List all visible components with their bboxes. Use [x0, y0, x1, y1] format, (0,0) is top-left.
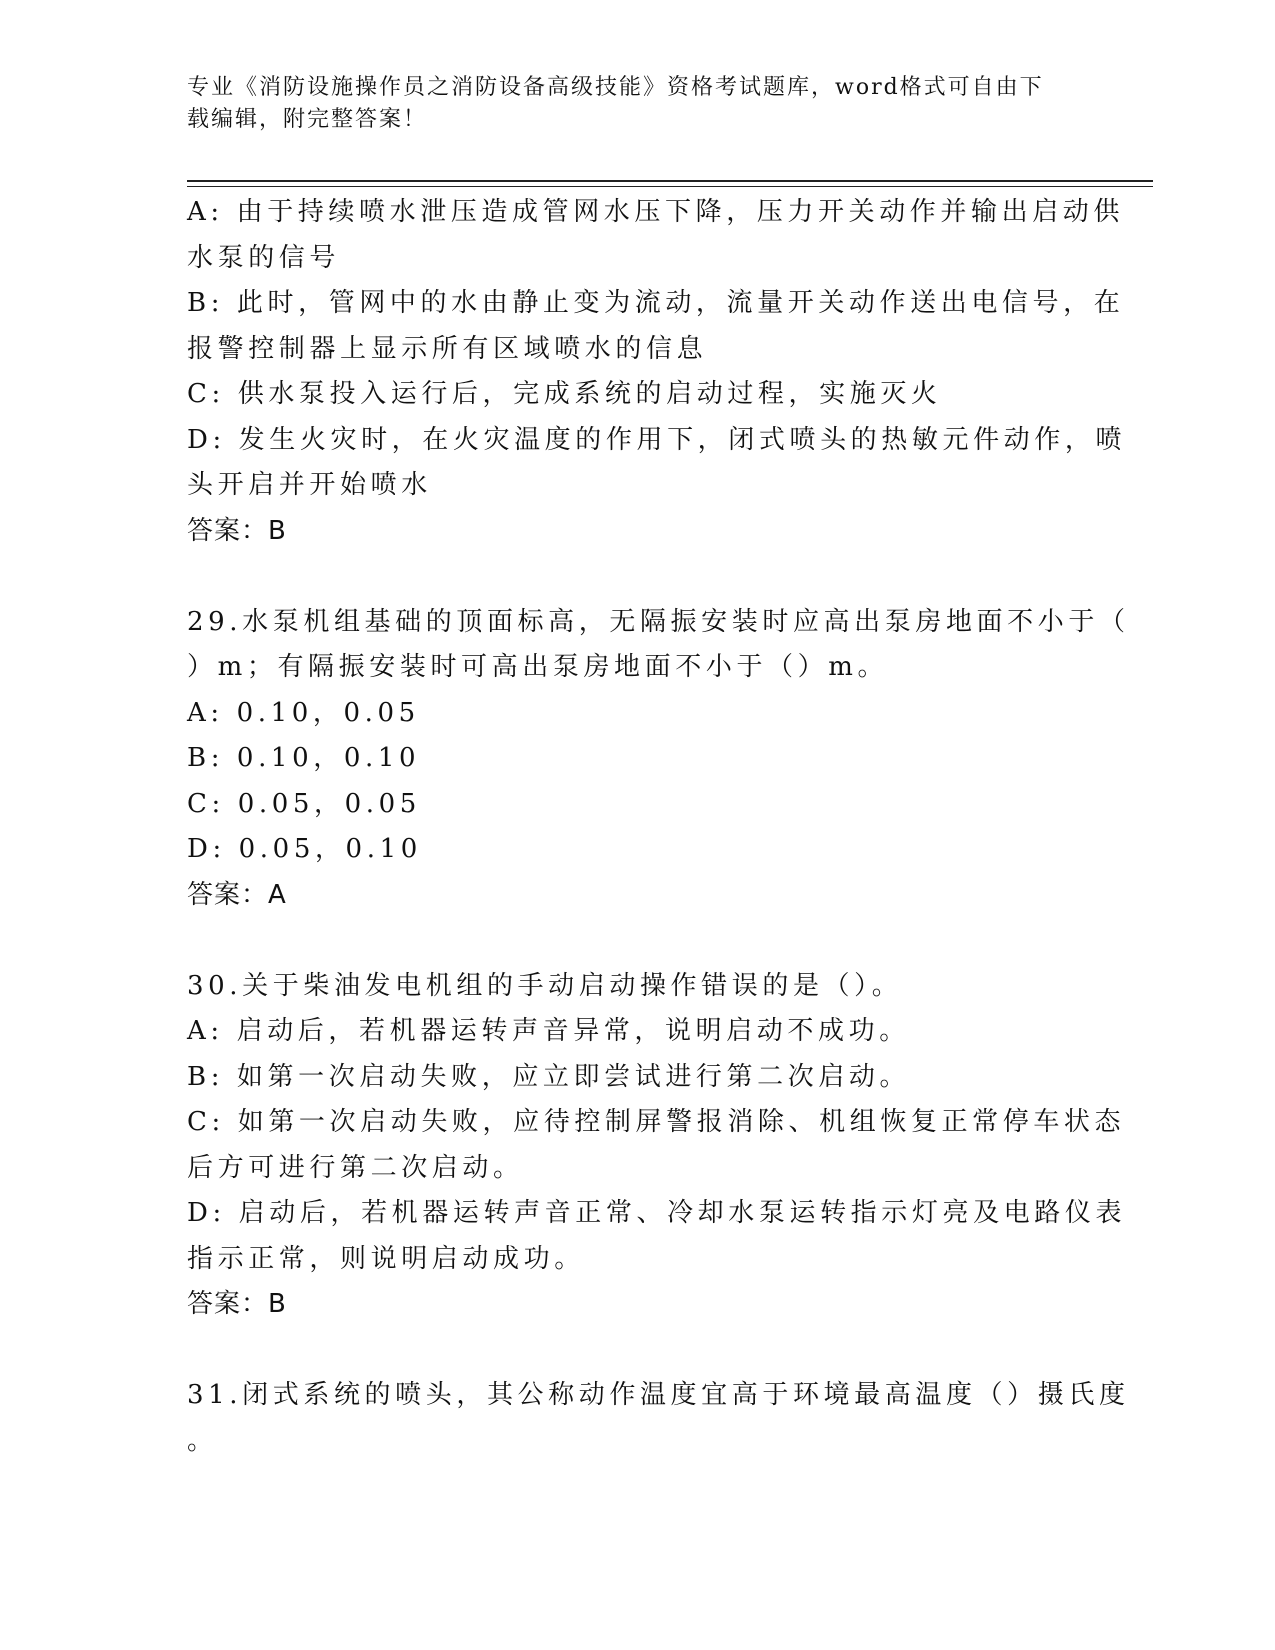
- question-content: [187, 190, 1130, 1464]
- option-c-line: C: 供水泵投入运行后，完成系统的启动过程，实施灭火: [187, 379, 942, 409]
- option-c-line: C: 如第一次启动失败，应待控制屏警报消除、机组恢复正常停车状态: [187, 1107, 1126, 1137]
- question-block-30: [187, 964, 1127, 1328]
- option-a-line: 水泵的信号: [187, 242, 341, 273]
- document-header: [187, 72, 1067, 136]
- option-d-line: D: 发生火灾时，在火灾温度的作用下，闭式喷头的热敏元件动作，喷: [187, 424, 1127, 455]
- question-stem: ）m；有隔振安装时可高出泵房地面不小于（）m。: [187, 652, 889, 682]
- question-block-31: [187, 1373, 1130, 1464]
- option-d-line: 头开启并开始喷水: [187, 470, 432, 500]
- option-b-line: 报警控制器上显示所有区域喷水的信息: [187, 333, 708, 364]
- header-line-2: 载编辑，附完整答案！: [187, 107, 428, 132]
- question-stem: 29.水泵机组基础的顶面标高，无隔振安装时应高出泵房地面不小于（: [187, 606, 1130, 637]
- question-block-29: [187, 600, 1130, 919]
- spacer: [187, 554, 1087, 600]
- spacer: [187, 918, 1087, 964]
- spacer: [187, 1328, 1087, 1374]
- option-c-line: 后方可进行第二次启动。: [187, 1152, 524, 1183]
- option-a-line: A: 0.10，0.05: [187, 697, 420, 728]
- option-d-line: D: 0.05，0.10: [187, 834, 422, 864]
- answer-line: 答案：B: [187, 515, 287, 546]
- option-d-line: 指示正常，则说明启动成功。: [187, 1243, 585, 1274]
- option-a-line: A: 由于持续喷水泄压造成管网水压下降，压力开关动作并输出启动供: [187, 197, 1125, 227]
- question-stem: 。: [187, 1425, 218, 1456]
- option-c-line: C: 0.05，0.05: [187, 788, 421, 819]
- option-b-line: B: 如第一次启动失败，应立即尝试进行第二次启动。: [187, 1061, 911, 1092]
- option-d-line: D: 启动后，若机器运转声音正常、冷却水泵运转指示灯亮及电路仪表: [187, 1198, 1127, 1228]
- question-stem: 30.关于柴油发电机组的手动启动操作错误的是（）。: [187, 970, 903, 1001]
- answer-line: 答案：A: [187, 879, 287, 910]
- question-block-28: [187, 190, 1127, 554]
- header-line-1: 专业《消防设施操作员之消防设备高级技能》资格考试题库，word格式可自由下: [187, 75, 1044, 100]
- option-b-line: B: 此时，管网中的水由静止变为流动，流量开关动作送出电信号，在: [187, 288, 1125, 318]
- header-divider-thin: [187, 186, 1153, 187]
- option-a-line: A: 启动后，若机器运转声音异常，说明启动不成功。: [187, 1016, 910, 1046]
- option-b-line: B: 0.10，0.10: [187, 743, 421, 773]
- header-divider-thick: [187, 180, 1153, 182]
- answer-line: 答案：B: [187, 1289, 287, 1319]
- question-stem: 31.闭式系统的喷头，其公称动作温度宜高于环境最高温度（）摄氏度: [187, 1380, 1130, 1410]
